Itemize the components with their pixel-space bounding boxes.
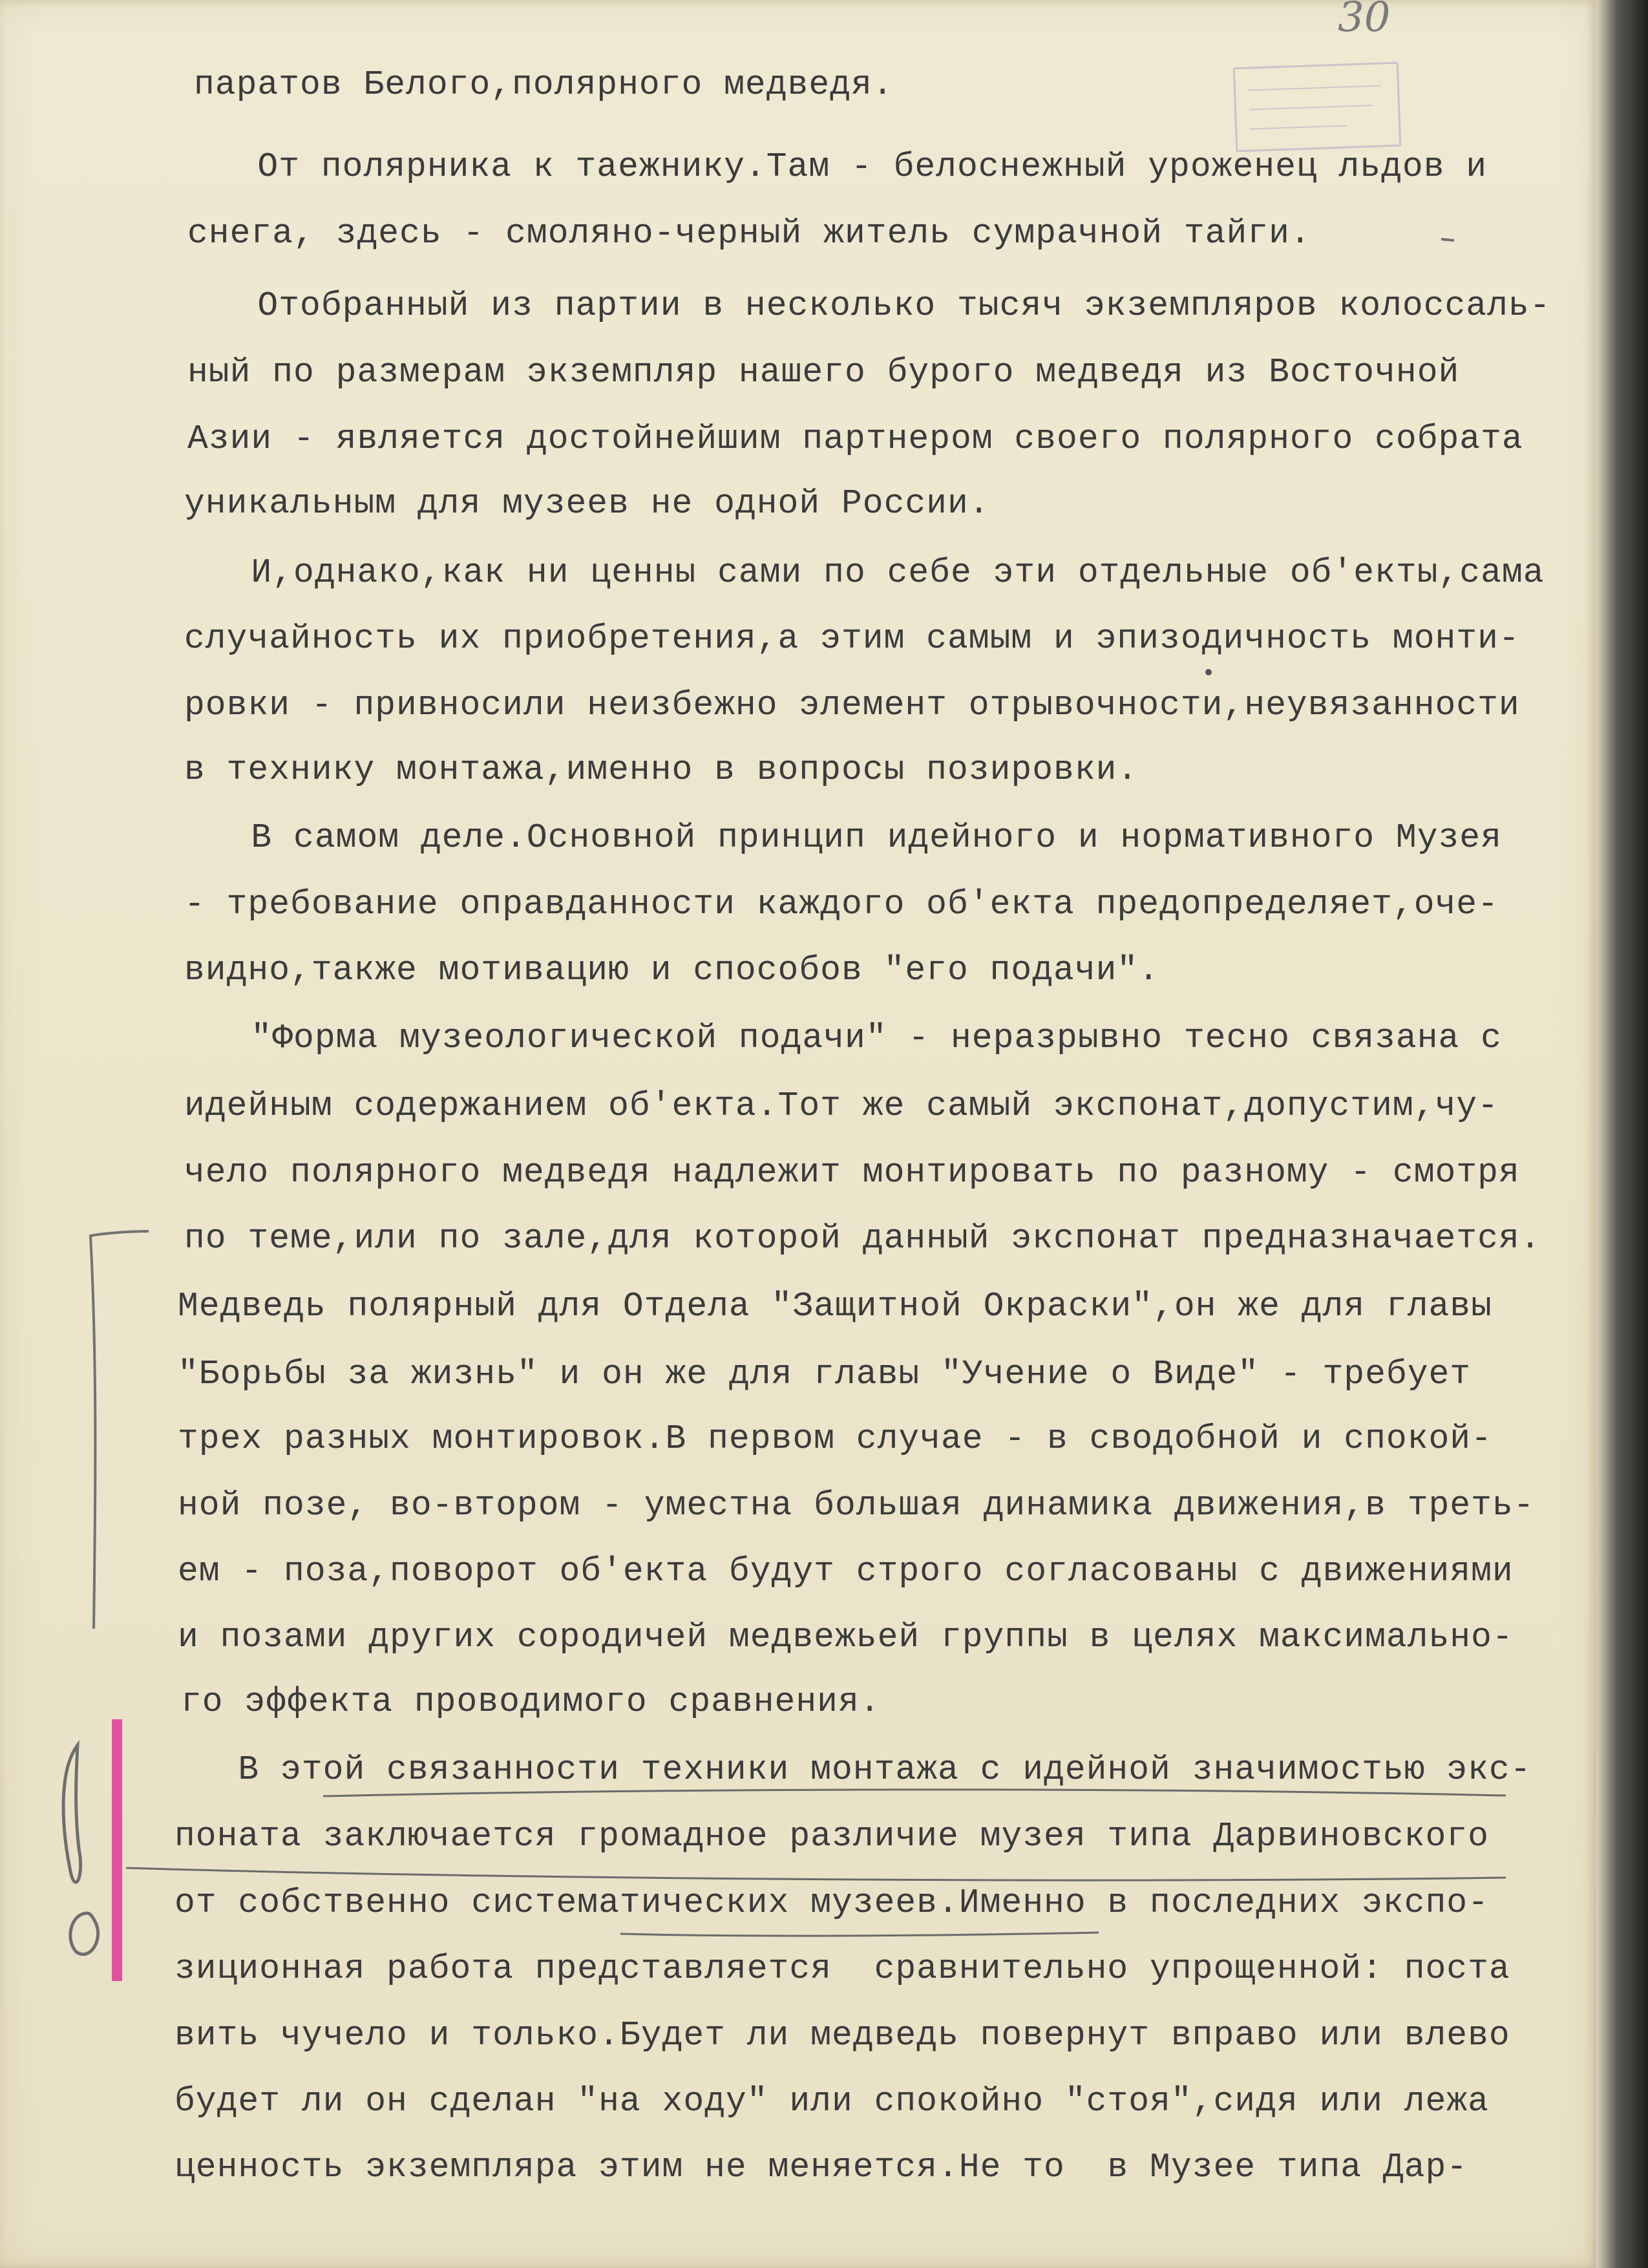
text-line: поната заключается громадное различие музея типа Дарвиновского	[174, 1817, 1489, 1856]
archive-stamp	[1233, 62, 1401, 153]
text-line: го эффекта проводимого сравнения.	[181, 1682, 881, 1721]
text-line: И,однако,как ни ценны сами по себе эти отдельные об'екты,сама	[187, 553, 1545, 592]
margin-loop	[70, 1913, 98, 1955]
text-line: От полярника к таежнику.Там - белоснежный уроженец льдов и	[194, 147, 1488, 186]
underline-1	[323, 1790, 1506, 1796]
scan-background-edge	[1596, 0, 1648, 2268]
text-line: Азии - является достойнейшим партнером своего полярного собрата	[187, 419, 1523, 458]
text-line: идейным содержанием об'екта.Тот же самый экспонат,допустим,чу-	[184, 1086, 1499, 1125]
text-line: В самом деле.Основной принцип идейного и нормативного Музея	[187, 818, 1502, 857]
text-line: уникальным для музеев не одной России.	[184, 484, 990, 523]
text-line: по теме,или по зале,для которой данный экспонат предназначается.	[184, 1219, 1541, 1258]
text-line: - требование оправданности каждого об'екта предопределяет,оче-	[184, 885, 1499, 924]
underline-2	[126, 1868, 1506, 1880]
text-line: ный по размерам экземпляр нашего бурого медведя из Восточной	[187, 353, 1460, 392]
pink-margin-bar	[112, 1719, 122, 1981]
text-line: В этой связанности техники монтажа с идейной значимостью экс-	[174, 1750, 1532, 1789]
text-line: ной позе, во-втором - уместна большая динамика движения,в треть-	[178, 1486, 1535, 1525]
tick-mark	[1441, 239, 1454, 240]
text-line: будет ли он сделан "на ходу" или спокойно "стоя",сидя или лежа	[174, 2082, 1489, 2121]
margin-letter	[63, 1745, 81, 1882]
text-line: "Борьбы за жизнь" и он же для главы "Учение о Виде" - требует	[178, 1355, 1472, 1394]
text-line: ценность экземпляра этим не меняется.Не то в Музее типа Дар-	[174, 2148, 1468, 2187]
text-line: и позами других сородичей медвежьей группы в целях максимально-	[178, 1618, 1514, 1657]
text-line: ровки - привносили неизбежно элемент отрывочности,неувязанности	[184, 686, 1520, 725]
text-line: случайность их приобретения,а этим самым и эпизодичность монти-	[184, 619, 1520, 658]
text-line: видно,также мотивацию и способов "его подачи".	[184, 951, 1160, 990]
underline-3	[620, 1933, 1099, 1936]
page-number: 30	[1338, 0, 1391, 41]
text-line: снега, здесь - смоляно-черный житель сумрачной тайги.	[187, 214, 1311, 253]
text-line: Отобранный из партии в несколько тысяч экземпляров колоссаль-	[194, 286, 1551, 325]
text-line: от собственно систематических музеев.Именно в последних экспо-	[174, 1883, 1489, 1922]
text-line: трех разных монтировок.В первом случае - в сводобной и спокой-	[178, 1419, 1492, 1458]
dot-mark	[1205, 669, 1212, 675]
text-line: паратов Белого,полярного медведя.	[194, 65, 894, 104]
text-line: ем - поза,поворот об'екта будут строго согласованы с движениями	[178, 1552, 1514, 1591]
text-line: чело полярного медведя надлежит монтировать по разному - смотря	[184, 1153, 1520, 1192]
margin-bracket	[90, 1231, 149, 1629]
text-line: вить чучело и только.Будет ли медведь повернут вправо или влево	[174, 2016, 1510, 2055]
text-line: Медведь полярный для Отдела "Защитной Окраски",он же для главы	[178, 1287, 1492, 1326]
text-line: зиционная работа представляется сравнительно упрощенной: поста	[174, 1949, 1510, 1988]
text-line: "Форма музеологической подачи" - неразрывно тесно связана с	[187, 1019, 1502, 1057]
text-line: в технику монтажа,именно в вопросы позировки.	[184, 750, 1139, 789]
